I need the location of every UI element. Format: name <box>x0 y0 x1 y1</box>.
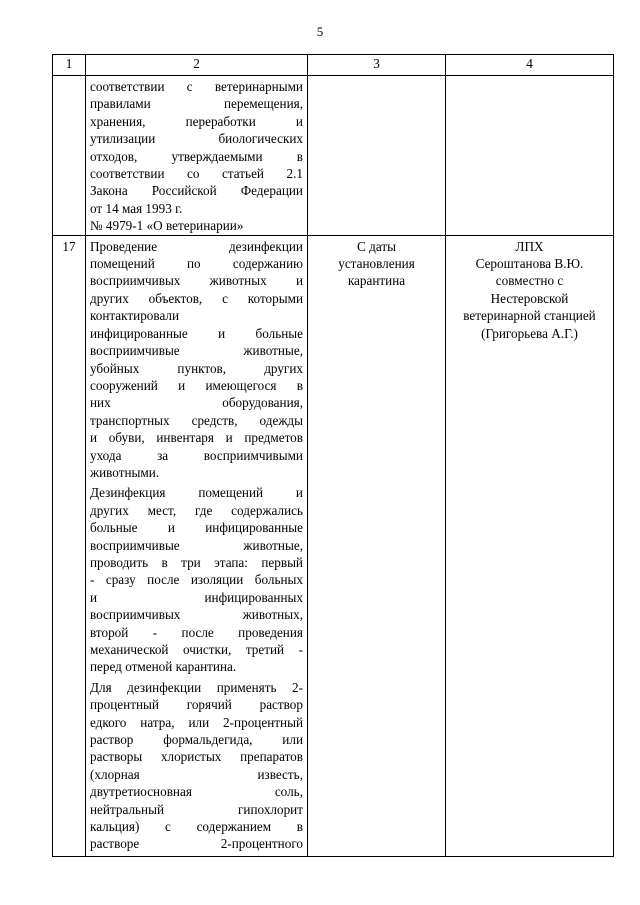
text-line: восприимчивые животные, <box>90 537 303 553</box>
text-line: - сразу после изоляции больных <box>90 572 303 588</box>
text-line: растворы хлористых препаратов <box>90 749 303 765</box>
responsible-line: Сероштанова В.Ю. <box>475 256 584 272</box>
paragraph-solutions <box>90 679 303 853</box>
text-line: восприимчивые животные, <box>90 343 303 359</box>
term-line: С даты <box>357 238 396 254</box>
row-number: 17 <box>53 235 86 856</box>
page-number: 5 <box>316 24 324 39</box>
text-line: процентный горячий раствор <box>90 697 303 713</box>
header-col-1: 1 <box>53 55 86 76</box>
text-line: соответствии со статьей 2.1 <box>90 166 303 182</box>
term-line: карантина <box>347 273 406 289</box>
text-line: перед отменой карантина. <box>90 659 237 675</box>
text-line: восприимчивых животных и <box>90 273 303 289</box>
responsible-line: ветеринарной станцией <box>463 308 596 324</box>
text-line: соответствии с ветеринарными <box>90 79 303 94</box>
text-line: второй - после проведения <box>90 624 303 640</box>
text-line: механической очистки, третий - <box>90 642 303 657</box>
responsible-line: Нестеровской <box>490 290 569 306</box>
text-line: инфицированные и больные <box>90 325 303 341</box>
measures-table <box>52 54 614 857</box>
text-line: Закона Российской Федерации <box>90 183 303 199</box>
continuation-term-cell <box>308 76 446 236</box>
text-line: помещений по содержанию <box>90 256 303 272</box>
text-line: больные и инфицированные <box>90 520 303 536</box>
responsible-line: (Григорьева А.Г.) <box>481 325 578 341</box>
text-line: транспортных средств, одежды <box>90 412 303 428</box>
continuation-responsible-cell <box>446 76 614 236</box>
text-line: и обуви, инвентаря и предметов <box>90 430 303 446</box>
text-line: животными. <box>90 464 160 480</box>
text-line: Проведение дезинфекции <box>90 238 303 254</box>
text-line: (хлорная известь, <box>90 766 303 782</box>
text-line: и инфицированных <box>90 589 303 605</box>
text-line: восприимчивых животных, <box>90 607 303 623</box>
header-col-2: 2 <box>86 55 308 76</box>
text-line: убойных пунктов, других <box>90 360 303 376</box>
text-line: проводить в три этапа: первый <box>90 554 303 570</box>
text-line: растворе 2-процентного <box>90 836 303 852</box>
continuation-row <box>53 76 614 236</box>
text-line: хранения, переработки и <box>90 113 303 129</box>
text-line: ухода за восприимчивыми <box>90 447 303 463</box>
text-line: них оборудования, <box>90 395 303 411</box>
continuation-number-cell <box>53 76 86 236</box>
responsible-line: совместно с <box>495 273 564 289</box>
text-line: раствор формальдегида, или <box>90 732 303 748</box>
text-line: утилизации биологических <box>90 131 303 147</box>
term-line: установления <box>338 256 415 272</box>
text-line: других объектов, с которыми <box>90 290 303 306</box>
text-line: нейтральный гипохлорит <box>90 801 303 817</box>
text-line: двутретиосновная соль, <box>90 784 303 800</box>
paragraph-disinfection <box>90 238 303 482</box>
paragraph-stages <box>90 484 303 675</box>
text-line: от 14 мая 1993 г. <box>90 200 183 216</box>
text-line: Дезинфекция помещений и <box>90 485 303 501</box>
text-line: отходов, утверждаемыми в <box>90 148 303 164</box>
table-header-row <box>53 55 614 76</box>
text-line: едкого натра, или 2-процентный <box>90 714 303 730</box>
text-line: кальция) с содержанием в <box>90 819 303 835</box>
text-line: контактировали <box>90 308 180 324</box>
responsible-line: ЛПХ <box>515 238 544 254</box>
text-line: сооружений и имеющегося в <box>90 377 303 393</box>
row-17 <box>53 235 614 856</box>
measure-text-cell <box>86 235 308 856</box>
responsible-cell <box>446 235 614 856</box>
text-line: Для дезинфекции применять 2- <box>90 679 303 695</box>
header-col-4: 4 <box>446 55 614 76</box>
header-col-3: 3 <box>308 55 446 76</box>
continuation-text-cell <box>86 76 308 236</box>
term-cell <box>308 235 446 856</box>
text-line: № 4979-1 «О ветеринарии» <box>90 218 244 234</box>
text-line: других мест, где содержались <box>90 502 303 518</box>
text-line: правилами перемещения, <box>90 96 303 112</box>
